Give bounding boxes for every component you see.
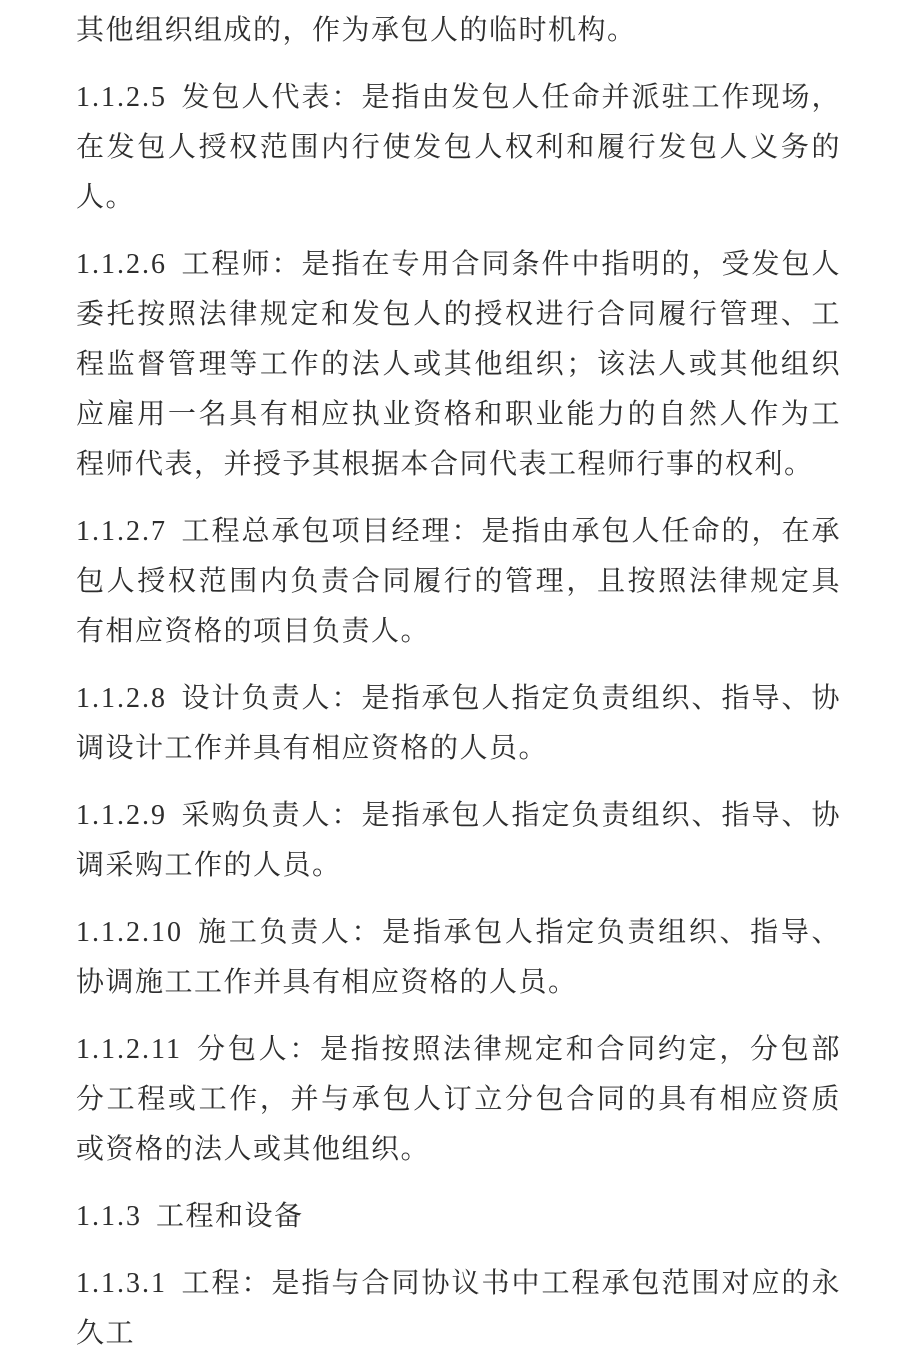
clause-heading-1-1-3: [76, 1192, 841, 1242]
clause-text: 工程师：是指在专用合同条件中指明的，受发包人委托按照法律规定和发包人的授权进行合同履行管理、工程监督管理等工作的法人或其他组织；该法人或其他组织应雇用一名具有相应执业资格和职业能力的自然人作为工程师代表，并授予其根据本合同代表工程师行事的权利。: [76, 249, 841, 480]
clause-paragraph-1-1-2-5: [76, 73, 841, 223]
clause-number: 1.1.2.10: [76, 917, 183, 948]
clause-number: 1.1.2.5: [76, 82, 167, 113]
clause-paragraph-1-1-2-9: [76, 791, 841, 891]
clause-paragraph-1-1-3-1: [76, 1259, 841, 1359]
clause-text: 其他组织组成的，作为承包人的临时机构。: [76, 15, 637, 46]
clause-number: 1.1.2.11: [76, 1034, 182, 1065]
clause-number: 1.1.2.6: [76, 249, 167, 280]
clause-paragraph-1-1-2-6: [76, 240, 841, 490]
clause-paragraph-1-1-2-10: [76, 908, 841, 1008]
clause-number: 1.1.2.8: [76, 683, 167, 714]
clause-number: 1.1.2.9: [76, 800, 167, 831]
clause-text: 工程：是指与合同协议书中工程承包范围对应的永久工: [76, 1268, 841, 1349]
clause-number: 1.1.3: [76, 1201, 142, 1232]
clause-text: 采购负责人：是指承包人指定负责组织、指导、协调采购工作的人员。: [76, 800, 841, 881]
clause-text: 分包人：是指按照法律规定和合同约定，分包部分工程或工作，并与承包人订立分包合同的具有相应资质或资格的法人或其他组织。: [76, 1034, 841, 1165]
clause-paragraph-continuation: [76, 6, 841, 56]
clause-number: 1.1.2.7: [76, 516, 167, 547]
clause-number: 1.1.3.1: [76, 1268, 167, 1299]
clause-text: 施工负责人：是指承包人指定负责组织、指导、协调施工工作并具有相应资格的人员。: [76, 917, 841, 998]
clause-paragraph-1-1-2-11: [76, 1025, 841, 1175]
clause-paragraph-1-1-2-8: [76, 674, 841, 774]
clause-text: 工程和设备: [156, 1201, 304, 1232]
clause-text: 工程总承包项目经理：是指由承包人任命的，在承包人授权范围内负责合同履行的管理，且按照法律规定具有相应资格的项目负责人。: [76, 516, 841, 647]
clause-text: 设计负责人：是指承包人指定负责组织、指导、协调设计工作并具有相应资格的人员。: [76, 683, 841, 764]
clause-paragraph-1-1-2-7: [76, 507, 841, 657]
clause-text: 发包人代表：是指由发包人任命并派驻工作现场，在发包人授权范围内行使发包人权利和履行发包人义务的人。: [76, 82, 841, 213]
